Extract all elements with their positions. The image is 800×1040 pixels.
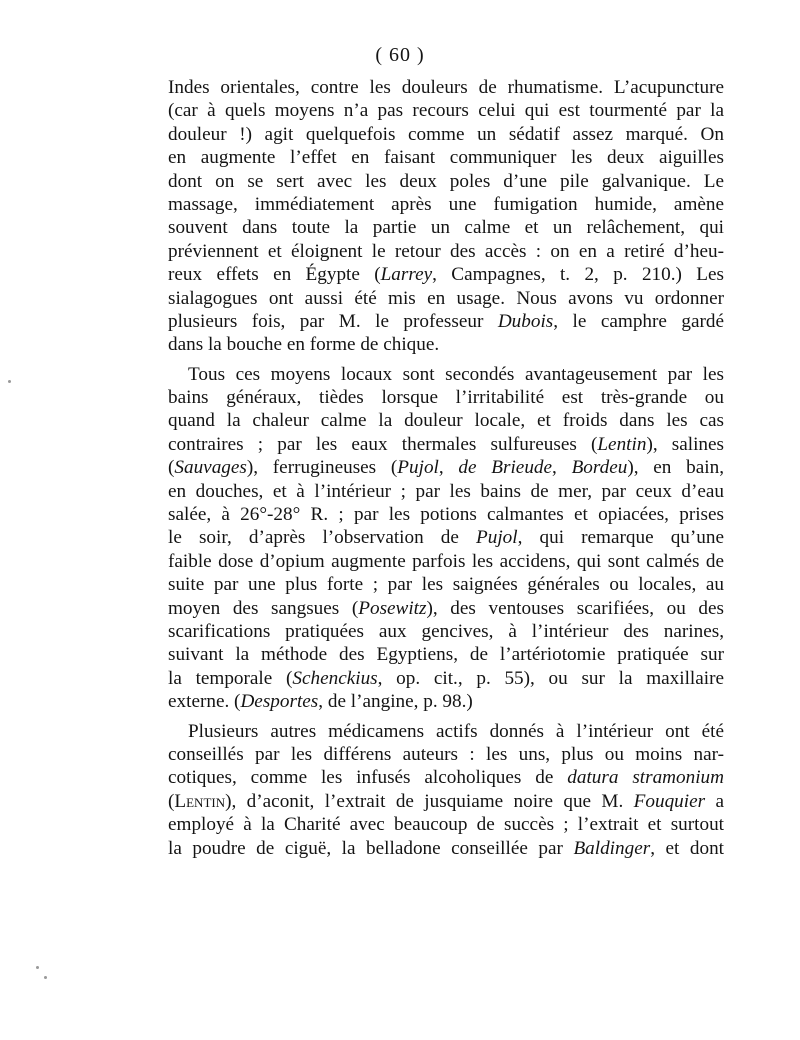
text-line: (Sauvages), ferrugineuses (Pujol, de Brieude, Bordeu), en bain, bbox=[168, 457, 724, 479]
text-line: dont on se sert avec les deux poles d’une pile galvanique. Le bbox=[168, 170, 724, 192]
text-line: en augmente l’effet en faisant communiquer les deux aiguilles bbox=[168, 147, 724, 169]
text-line: (car à quels moyens n’a pas recours celui qui est tourmenté par la bbox=[168, 100, 724, 122]
text-line: massage, immédiatement après une fumigation humide, amène bbox=[168, 193, 724, 215]
text-line: contraires ; par les eaux thermales sulfureuses (Lentin), salines bbox=[168, 433, 724, 455]
text-line: le soir, d’après l’observation de Pujol, qui remarque qu’une bbox=[168, 527, 724, 549]
text-line: employé à la Charité avec beaucoup de succès ; l’extrait et surtout bbox=[168, 814, 724, 836]
text-line: suivant la méthode des Egyptiens, de l’artériotomie pratiquée sur bbox=[168, 644, 724, 666]
text-line: salée, à 26°-28° R. ; par les potions calmantes et opiacées, prises bbox=[168, 504, 724, 526]
text-line: la poudre de ciguë, la belladone conseillée par Baldinger, et dont bbox=[168, 837, 724, 859]
text-line: suite par une plus forte ; par les saignées générales ou locales, au bbox=[168, 574, 724, 596]
text-line: Indes orientales, contre les douleurs de rhumatisme. L’acupuncture bbox=[168, 77, 724, 98]
text-line: cotiques, comme les infusés alcoholiques de datura stramonium bbox=[168, 767, 724, 789]
text-line: faible dose d’opium augmente parfois les accidens, qui sont calmés de bbox=[168, 550, 724, 572]
paper-speck bbox=[8, 380, 11, 383]
text-line: scarifications pratiquées aux gencives, à l’intérieur des narines, bbox=[168, 620, 724, 642]
text-line: Tous ces moyens locaux sont secondés avantageusement par les bbox=[188, 363, 724, 385]
text-line: sialagogues ont aussi été mis en usage. Nous avons vu ordonner bbox=[168, 287, 724, 309]
text-line: en douches, et à l’intérieur ; par les bains de mer, par ceux d’eau bbox=[168, 480, 724, 502]
text-line: douleur !) agit quelquefois comme un sédatif assez marqué. On bbox=[168, 123, 724, 145]
text-line: externe. (Desportes, de l’angine, p. 98.) bbox=[168, 691, 473, 713]
text-line: préviennent et éloignent le retour des accès : on en a retiré d’heu- bbox=[168, 240, 724, 262]
text-line: bains généraux, tièdes lorsque l’irritabilité est très-grande ou bbox=[168, 387, 724, 409]
text-line: reux effets en Égypte (Larrey, Campagnes, t. 2, p. 210.) Les bbox=[168, 264, 724, 286]
text-line: Plusieurs autres médicamens actifs donnés à l’intérieur ont été bbox=[188, 720, 724, 742]
text-line: plusieurs fois, par M. le professeur Dubois, le camphre gardé bbox=[168, 310, 724, 332]
text-line: conseillés par les différens auteurs : les uns, plus ou moins nar- bbox=[168, 743, 724, 765]
body-text bbox=[168, 76, 724, 860]
paper-speck bbox=[44, 976, 47, 979]
text-line: la temporale (Schenckius, op. cit., p. 55), ou sur la maxillaire bbox=[168, 667, 724, 689]
paper-speck bbox=[36, 966, 39, 969]
text-line: quand la chaleur calme la douleur locale, et froids dans les cas bbox=[168, 410, 724, 432]
text-line: (Lentin), d’aconit, l’extrait de jusquiame noire que M. Fouquier a bbox=[168, 790, 724, 812]
text-line: dans la bouche en forme de chique. bbox=[168, 334, 440, 356]
text-line: souvent dans toute la partie un calme et un relâchement, qui bbox=[168, 217, 724, 239]
page-number: ( 60 ) bbox=[375, 44, 425, 66]
text-line: moyen des sangsues (Posewitz), des ventouses scarifiées, ou des bbox=[168, 597, 724, 619]
